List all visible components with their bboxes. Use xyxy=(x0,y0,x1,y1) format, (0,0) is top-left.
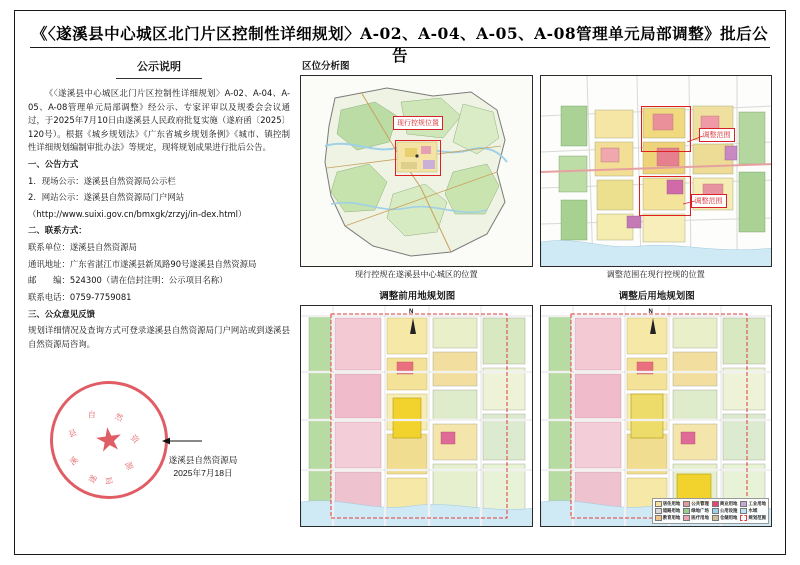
legend-item xyxy=(683,508,709,514)
map-adjust-scope[interactable] xyxy=(540,75,773,267)
section-3-item: 规划详细情况及查询方式可登录遂溪县自然资源局门户网站或到遂溪县自然资源局咨询。 xyxy=(28,325,290,349)
legend-label: 居住用地 xyxy=(662,501,681,507)
legend-label: 公用设施 xyxy=(719,508,738,514)
title-divider xyxy=(30,47,770,48)
section-2-heading: 二、联系方式： xyxy=(28,225,87,236)
legend-item xyxy=(655,501,681,507)
seal-pointer-icon xyxy=(162,436,202,446)
legend-item xyxy=(712,501,738,507)
legend-label: 仓储用地 xyxy=(719,515,738,521)
section-2-item: 通讯地址：广东省湛江市遂溪县新凤路90号遂溪县自然资源局 xyxy=(28,258,257,269)
map-adjust-scope-graphic xyxy=(541,76,773,267)
signature-date: 2025年7月18日 xyxy=(173,468,233,479)
legend-label: 规划范围 xyxy=(748,515,766,521)
maps-section-title: 区位分析图 xyxy=(302,61,350,72)
section-1-item: 2．网站公示：遂溪县自然资源局门户网站 xyxy=(28,192,185,203)
section-1-url[interactable]: （http://www.suixi.gov.cn/bmxgk/zrzyj/in-dex.html） xyxy=(28,208,247,219)
signature-block xyxy=(118,454,288,482)
map-after-adjust[interactable] xyxy=(540,305,773,527)
legend-item xyxy=(712,515,738,521)
legend-item xyxy=(655,508,681,514)
notice-paragraph: 《〈遂溪县中心城区北门片区控制性详细规划〉A-02、A-04、A-05、A-08管理单元局部调整》经公示、专家评审以及规委会会议通过，于2025年7月10日由遂溪县人民政府批复实施（遂府函〔2025〕120号）。根据《城乡规划法》《广东省城乡规划条例》《城市、镇控制性详细规划编制审批办法》等规定，现将规划成果进行批后公告。 xyxy=(28,88,290,153)
adjust-scope-leader-2 xyxy=(683,198,695,206)
map-after-title: 调整后用地规划图 xyxy=(618,291,695,302)
location-map-row xyxy=(300,75,772,267)
section-1-heading: 一、公告方式 xyxy=(28,159,79,170)
legend-label: 道路用地 xyxy=(662,508,681,514)
section-2-item: 联系电话：0759-7759081 xyxy=(28,291,132,302)
map-before-graphic xyxy=(301,306,533,527)
seal-text: 遂 溪 县 自 然 资 源 局 xyxy=(67,410,142,487)
map-before-title: 调整前用地规划图 xyxy=(379,291,456,302)
north-label: N xyxy=(648,309,653,315)
location-map-captions xyxy=(300,267,772,280)
map-legend xyxy=(652,498,769,524)
legend-label: 商业用地 xyxy=(719,501,738,507)
adjust-scope-leader-1 xyxy=(687,132,703,142)
map-before-adjust[interactable] xyxy=(300,305,533,527)
legend-item xyxy=(740,508,766,514)
signature-org: 遂溪县自然资源局 xyxy=(168,454,238,465)
official-seal xyxy=(42,373,175,506)
current-plan-callout: 现行控规位置 xyxy=(393,116,443,130)
adjust-scope-callout-2: 调整范围 xyxy=(691,194,727,208)
legend-item xyxy=(740,515,766,521)
section-2-item: 邮 编：524300（请在信封注明：公示项目名称） xyxy=(28,275,228,286)
notice-heading-underline xyxy=(116,78,202,79)
legend-label: 绿地广场 xyxy=(691,508,709,514)
legend-item xyxy=(712,508,738,514)
north-arrow-icon xyxy=(405,309,421,338)
legend-item xyxy=(683,515,709,521)
plan-map-row xyxy=(300,305,772,527)
current-plan-highlight-box xyxy=(395,140,441,176)
legend-item xyxy=(683,501,709,507)
legend-item xyxy=(740,501,766,507)
section-3-heading: 三、公众意见反馈 xyxy=(28,308,95,319)
adjust-scope-box-1 xyxy=(641,106,691,152)
adjust-scope-box-2 xyxy=(639,176,691,216)
section-1-item: 1．现场公示：遂溪县自然资源局公示栏 xyxy=(28,175,176,186)
north-label: N xyxy=(409,309,414,315)
legend-label: 公共管理 xyxy=(691,501,709,507)
legend-label: 水域 xyxy=(748,508,758,514)
maps-column xyxy=(300,58,772,541)
map-location-city[interactable] xyxy=(300,75,533,267)
legend-label: 医疗用地 xyxy=(691,515,709,521)
legend-label: 教育用地 xyxy=(662,515,681,521)
legend-label: 工业用地 xyxy=(748,501,766,507)
notice-heading: 公示说明 xyxy=(137,60,181,73)
plan-map-titles xyxy=(300,288,772,305)
north-arrow-icon xyxy=(645,309,661,338)
map-after-graphic xyxy=(541,306,773,527)
adjust-scope-callout-1: 调整范围 xyxy=(699,128,735,142)
notice-body xyxy=(28,87,290,351)
map-adjust-scope-caption: 调整范围在现行控规的位置 xyxy=(606,270,705,279)
section-2-item: 联系单位：遂溪县自然资源局 xyxy=(28,242,137,253)
notice-column xyxy=(28,58,290,541)
map-location-city-caption: 现行控规在遂溪县中心城区的位置 xyxy=(354,270,478,279)
page-title: 《〈遂溪县中心城区北门片区控制性详细规划〉A-02、A-04、A-05、A-08管理单元局部调整》批后公告 xyxy=(31,24,769,65)
legend-item xyxy=(655,515,681,521)
